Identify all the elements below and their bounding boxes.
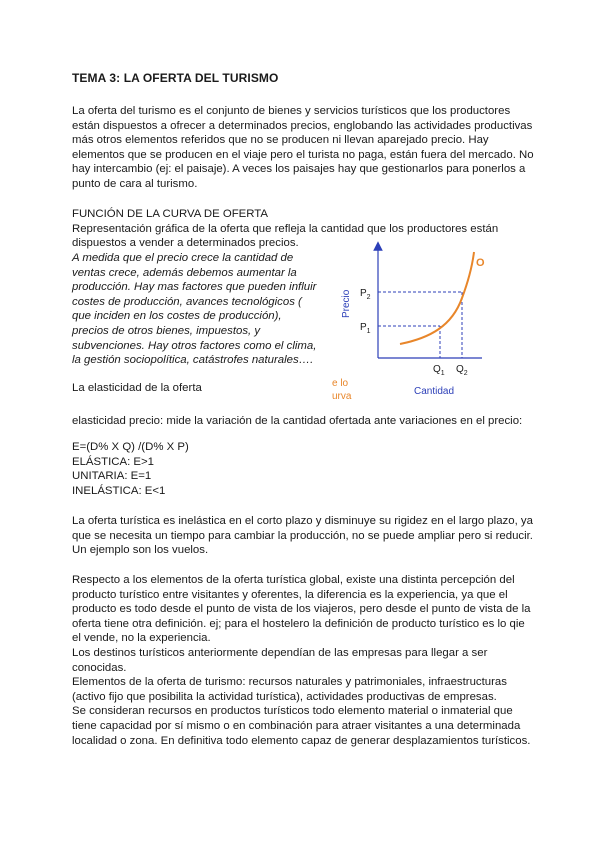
resources-text: Se consideran recursos en productos turísticos todo elemento material o inmaterial que tiene capacidad por sí mismo o en combinación para atraer visitantes a una determinada localidad o zona. En definitiva todo elemento capaz de generar desplazamientos turísticos. xyxy=(72,705,531,747)
inelastic-paragraph xyxy=(72,514,534,558)
section-heading: FUNCIÓN DE LA CURVA DE OFERTA xyxy=(72,208,268,220)
series-label: O xyxy=(476,257,485,269)
global-text: Respecto a los elementos de la oferta turística global, existe una distinta percepción del producto turístico entre visitantes y oferentes, la diferencia es la experiencia, ya que el producto es todo desde el punto de vista de los viajeros, pero desde el punto de vista de la oferta tiene otra definición. ej; para el hostelero la definición de producto turístico es lo qie el vende, no la experiencia. xyxy=(72,574,531,645)
italic-line: que inciden en los costes de producción), xyxy=(72,310,282,323)
italic-line: A medida que el precio crece la cantidad de xyxy=(72,252,294,264)
intro-text: La oferta del turismo es el conjunto de bienes y servicios turísticos que los productores están dispuestos a ofrecer a determinados precios, englobando las actividades productivas más otros elementos referidos que no se producen ni llevan aparejado precio. Hay elementos que se producen en el viaje pero el turista no paga, están fuera del mercado. No hay intercambio (ej: el paisaje). A veces los paisajes hay que gestionarlos para ponerlos a punto de cara al turismo. xyxy=(72,105,534,190)
italic-line: producción. Hay mas factores que pueden influir xyxy=(72,281,317,294)
y-axis-label: Precio xyxy=(341,289,352,318)
supply-curve-chart xyxy=(320,240,500,400)
supply-curve xyxy=(400,252,474,344)
formula-line: E=(D% X Q) /(D% X P) xyxy=(72,441,189,453)
italic-line: costes de producción, avances tecnológicos ( xyxy=(72,295,302,308)
italic-explanation xyxy=(72,251,332,368)
italic-line: precios de otros bienes, impuestos, y xyxy=(72,324,261,337)
formula-line: ELÁSTICA: E>1 xyxy=(72,455,154,468)
section-line-2: dispuestos a vender a determinados precios. xyxy=(72,237,299,250)
tick-q2: $Q_2$ xyxy=(456,364,468,377)
inelastic-text: La oferta turística es inelástica en el corto plazo y disminuye su rigidez en el largo plazo, ya que se necesita un tiempo para cambiar la producción, no se puede ampliar pero si reducir. Un ejemplo son los vuelos. xyxy=(72,515,533,557)
formula-line: INELÁSTICA: E<1 xyxy=(72,484,166,497)
section-line-1: Representación gráfica de la oferta que refleja la cantidad que los productores están xyxy=(72,222,499,235)
tick-p1: $P_1$ xyxy=(360,322,371,335)
elasticity-definition-text: elasticidad precio: mide la variación de la cantidad ofertada ante variaciones en el precio: xyxy=(72,415,523,427)
cropped-fragment-1: e lo xyxy=(332,378,349,389)
italic-line: subvenciones. Hay otros factores como el clima, xyxy=(72,339,317,352)
global-offer-paragraphs xyxy=(72,573,534,748)
page-title: TEMA 3: LA OFERTA DEL TURISMO xyxy=(72,71,279,85)
intro-paragraph xyxy=(72,104,534,192)
formula-list xyxy=(72,440,534,498)
cropped-fragment-2: urva xyxy=(332,391,352,400)
formula-line: UNITARIA: E=1 xyxy=(72,470,152,483)
tick-p2: $P_2$ xyxy=(360,288,371,301)
destinations-text: Los destinos turísticos anteriormente dependían de las empresas para llegar a ser conocidas. xyxy=(72,646,488,674)
italic-line: ventas crece, además debemos aumentar la xyxy=(72,266,297,279)
elasticity-definition xyxy=(72,414,534,429)
elements-text: Elementos de la oferta de turismo: recursos naturales y patrimoniales, infraestructuras (activo fijo que posibilita la actividad turística), actividades productivas de empresas. xyxy=(72,676,507,703)
elasticity-heading: La elasticidad de la oferta xyxy=(72,382,202,394)
tick-q1: $Q_1$ xyxy=(433,364,445,377)
italic-line: la gestión sociopolítica, catástrofes naturales…. xyxy=(72,354,314,367)
x-axis-label: Cantidad xyxy=(414,386,455,397)
